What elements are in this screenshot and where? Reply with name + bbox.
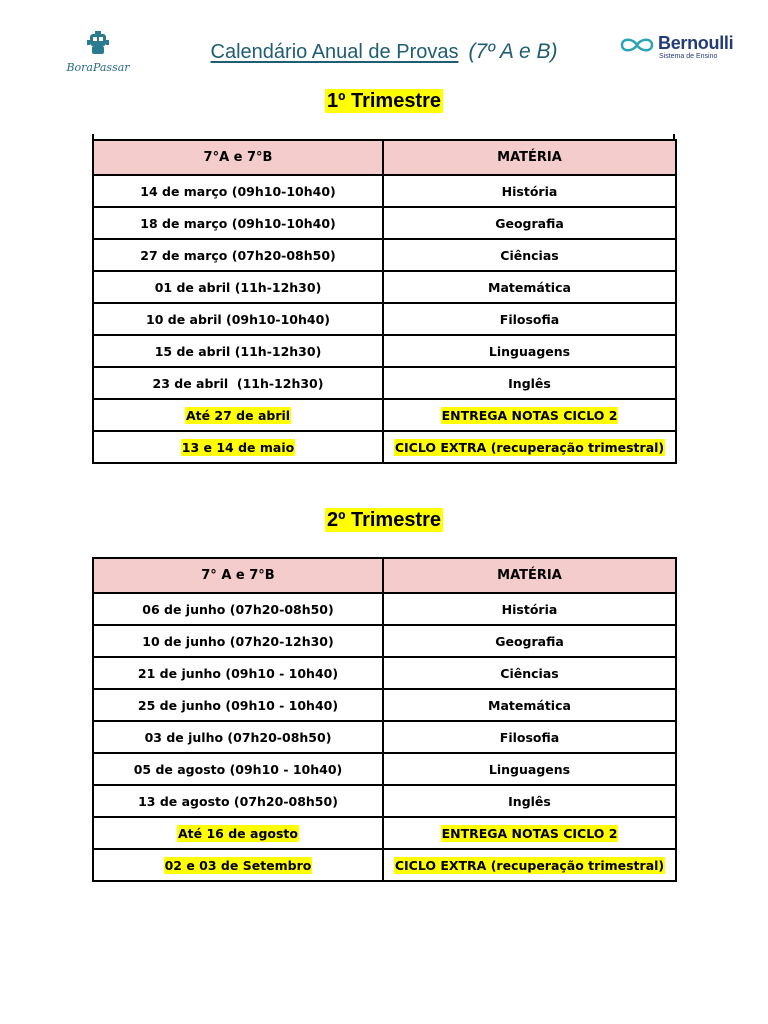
table-row	[93, 785, 676, 817]
trimester1-heading	[0, 90, 768, 113]
title-classes: (7º A e B)	[468, 40, 558, 63]
subject-cell: Matemática	[383, 689, 676, 721]
trimester1-heading-text: 1º Trimestre	[326, 90, 442, 112]
subject-cell: Matemática	[383, 271, 676, 303]
date-cell: 25 de junho (09h10 - 10h40)	[93, 689, 383, 721]
table-row	[93, 753, 676, 785]
trimester2-heading	[0, 509, 768, 532]
subject-cell: Inglês	[383, 785, 676, 817]
infinity-icon	[618, 34, 656, 56]
highlighted-date: Até 27 de abril	[185, 407, 291, 423]
highlighted-date: Até 16 de agosto	[178, 825, 298, 841]
date-cell: 05 de agosto (09h10 - 10h40)	[93, 753, 383, 785]
table-row	[93, 335, 676, 367]
table-row-highlight	[93, 399, 676, 431]
subject-cell	[383, 817, 676, 849]
date-cell: 18 de março (09h10-10h40)	[93, 207, 383, 239]
date-cell	[93, 849, 383, 881]
column-header-classes: 7° A e 7°B	[93, 558, 383, 593]
subject-cell: Geografia	[383, 207, 676, 239]
date-cell: 10 de abril (09h10-10h40)	[93, 303, 383, 335]
highlighted-subject: CICLO EXTRA (recuperação trimestral)	[394, 439, 665, 455]
subject-cell	[383, 431, 676, 463]
trimester1-table	[92, 139, 677, 464]
date-cell: 14 de março (09h10-10h40)	[93, 175, 383, 207]
table-row-highlight	[93, 817, 676, 849]
date-cell: 01 de abril (11h-12h30)	[93, 271, 383, 303]
subject-cell: Filosofia	[383, 303, 676, 335]
table-row	[93, 721, 676, 753]
date-cell	[93, 817, 383, 849]
table-row	[93, 303, 676, 335]
table-header-row	[93, 140, 676, 175]
date-cell: 23 de abril (11h-12h30)	[93, 367, 383, 399]
title-text: Calendário Anual de Provas	[210, 41, 459, 63]
subject-cell: Linguagens	[383, 753, 676, 785]
subject-cell: Ciências	[383, 657, 676, 689]
table-row-highlight	[93, 431, 676, 463]
trimester2-heading-text: 2º Trimestre	[326, 509, 442, 531]
date-cell: 10 de junho (07h20-12h30)	[93, 625, 383, 657]
date-cell: 27 de março (07h20-08h50)	[93, 239, 383, 271]
date-cell	[93, 431, 383, 463]
column-header-subject: MATÉRIA	[383, 558, 676, 593]
subject-cell: História	[383, 593, 676, 625]
table-row	[93, 657, 676, 689]
highlighted-date: 02 e 03 de Setembro	[164, 857, 312, 873]
date-cell	[93, 399, 383, 431]
borapassar-logo-text: BoraPassar	[66, 61, 130, 74]
column-header-classes: 7°A e 7°B	[93, 140, 383, 175]
table-row	[93, 689, 676, 721]
bernoulli-logo	[618, 32, 748, 64]
subject-cell: Geografia	[383, 625, 676, 657]
table-row	[93, 593, 676, 625]
subject-cell: Inglês	[383, 367, 676, 399]
subject-cell	[383, 849, 676, 881]
table-row	[93, 175, 676, 207]
subject-cell: Filosofia	[383, 721, 676, 753]
date-cell: 03 de julho (07h20-08h50)	[93, 721, 383, 753]
table-row	[93, 271, 676, 303]
date-cell: 15 de abril (11h-12h30)	[93, 335, 383, 367]
subject-cell: Ciências	[383, 239, 676, 271]
table-row	[93, 239, 676, 271]
highlighted-subject: ENTREGA NOTAS CICLO 2	[441, 825, 618, 841]
subject-cell: Linguagens	[383, 335, 676, 367]
bernoulli-subtitle: Sistema de Ensino	[659, 53, 718, 60]
bernoulli-name: Bernoulli	[658, 33, 734, 53]
trimester2-table	[92, 557, 677, 882]
table-header-row	[93, 558, 676, 593]
date-cell: 06 de junho (07h20-08h50)	[93, 593, 383, 625]
date-cell: 21 de junho (09h10 - 10h40)	[93, 657, 383, 689]
table-row	[93, 367, 676, 399]
table-row-highlight	[93, 849, 676, 881]
column-header-subject: MATÉRIA	[383, 140, 676, 175]
table-row	[93, 207, 676, 239]
highlighted-subject: ENTREGA NOTAS CICLO 2	[441, 407, 618, 423]
highlighted-date: 13 e 14 de maio	[181, 439, 295, 455]
subject-cell	[383, 399, 676, 431]
date-cell: 13 de agosto (07h20-08h50)	[93, 785, 383, 817]
table-row	[93, 625, 676, 657]
subject-cell: História	[383, 175, 676, 207]
highlighted-subject: CICLO EXTRA (recuperação trimestral)	[394, 857, 665, 873]
